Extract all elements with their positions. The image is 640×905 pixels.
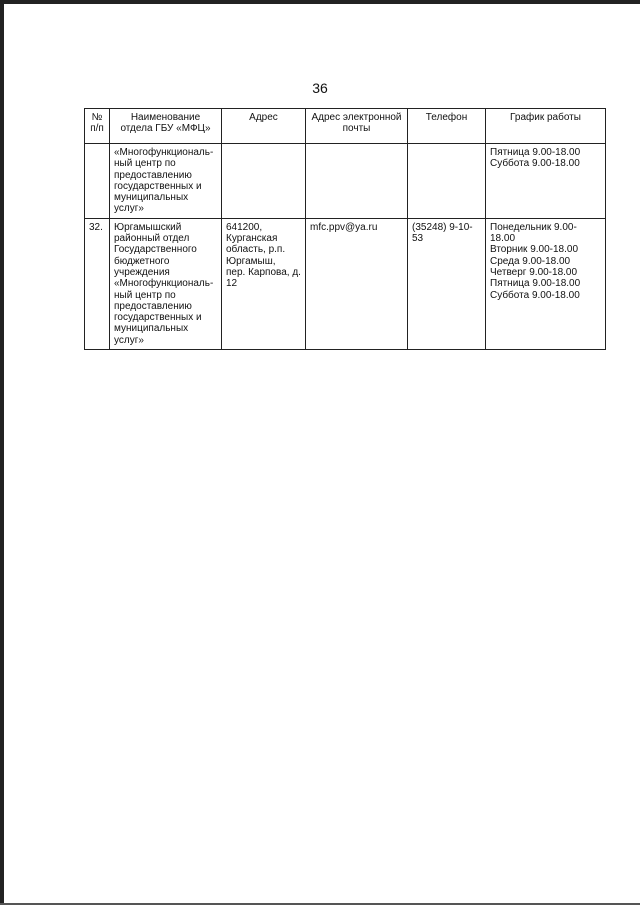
header-number: № п/п: [85, 109, 110, 144]
table-row: [85, 218, 606, 349]
header-phone: Телефон: [408, 109, 486, 144]
table-header-row: [85, 109, 606, 144]
cell-department-name: «Многофункциональ- ный центр по предоставлению государственных и муниципальных услуг»: [110, 144, 222, 219]
scan-edge-left: [0, 0, 4, 905]
mfc-offices-table: [84, 108, 606, 350]
cell-email: [306, 144, 408, 219]
cell-address: 641200, Курганская область, р.п. Юргамыш, пер. Карпова, д. 12: [222, 218, 306, 349]
cell-department-name: Юргамышский районный отдел Государственного бюджетного учреждения «Многофункциональ- ный центр по предоставлению государственных и муниципальных услуг»: [110, 218, 222, 349]
cell-phone: (35248) 9-10- 53: [408, 218, 486, 349]
scan-edge-top: [0, 0, 640, 4]
cell-number: [85, 144, 110, 219]
table-row: [85, 144, 606, 219]
cell-address: [222, 144, 306, 219]
page-number: 36: [312, 80, 328, 96]
header-address: Адрес: [222, 109, 306, 144]
cell-schedule: Пятница 9.00-18.00 Суббота 9.00-18.00: [486, 144, 606, 219]
header-schedule: График работы: [486, 109, 606, 144]
cell-email: mfc.ppv@ya.ru: [306, 218, 408, 349]
header-department-name: Наименование отдела ГБУ «МФЦ»: [110, 109, 222, 144]
cell-schedule: Понедельник 9.00- 18.00 Вторник 9.00-18.00 Среда 9.00-18.00 Четверг 9.00-18.00 Пятница 9.00-18.00 Суббота 9.00-18.00: [486, 218, 606, 349]
header-email: Адрес электронной почты: [306, 109, 408, 144]
cell-phone: [408, 144, 486, 219]
cell-number: 32.: [85, 218, 110, 349]
